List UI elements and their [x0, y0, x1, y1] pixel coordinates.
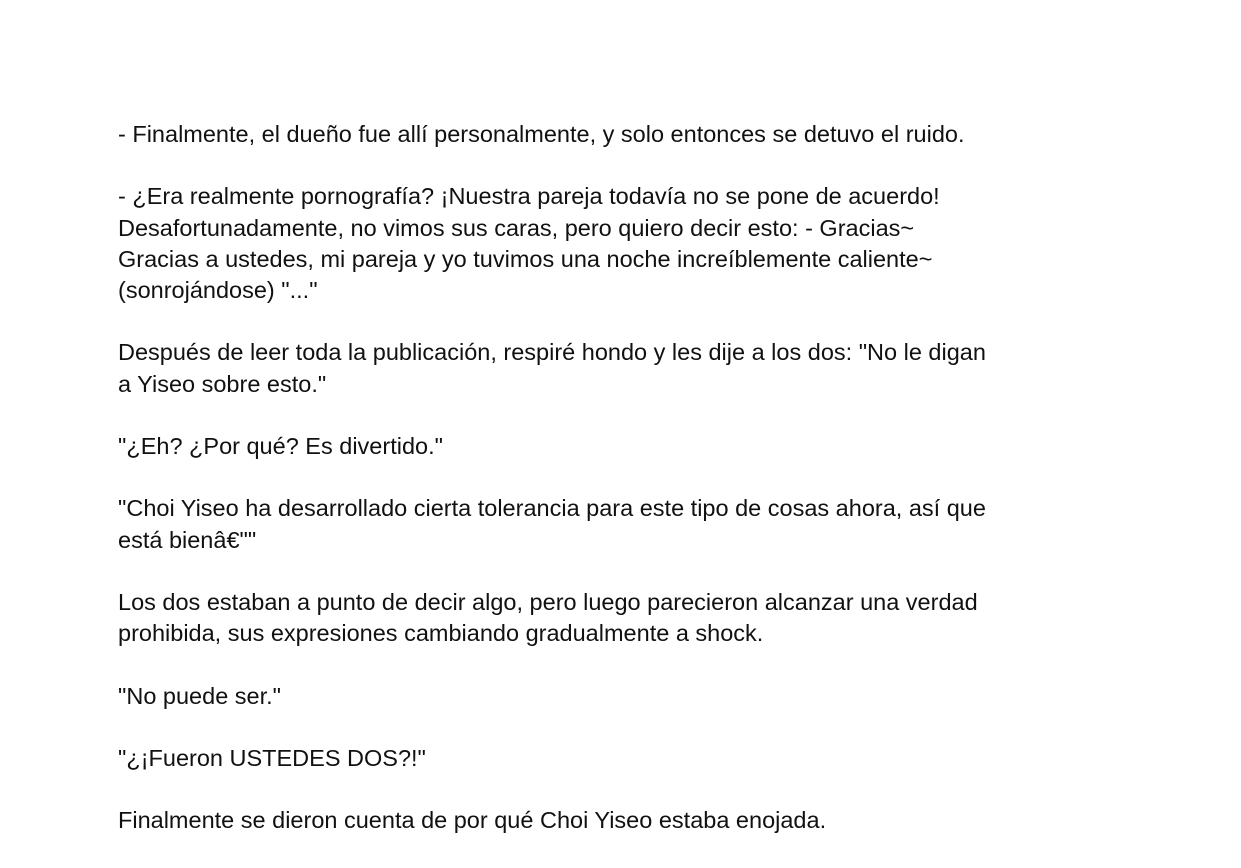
paragraph	[118, 119, 1128, 150]
text-line: Los dos estaban a punto de decir algo, pero luego parecieron alcanzar una verdad	[118, 588, 978, 615]
text-line: "¿¡Fueron USTEDES DOS?!"	[118, 744, 426, 771]
text-line: Gracias a ustedes, mi pareja y yo tuvimos una noche increíblemente caliente~	[118, 245, 933, 272]
text-line: está bienâ€""	[118, 526, 257, 553]
text-line: Finalmente se dieron cuenta de por qué Choi Yiseo estaba enojada.	[118, 807, 827, 834]
paragraph	[118, 337, 1128, 399]
text-line: "No puede ser."	[118, 682, 282, 709]
document-body	[118, 119, 1128, 868]
paragraph	[118, 181, 1128, 306]
paragraph	[118, 493, 1128, 555]
text-line: (sonrojándose) "..."	[118, 277, 318, 303]
text-line: - Finalmente, el dueño fue allí personalmente, y solo entonces se detuvo el ruido.	[118, 121, 965, 147]
text-line: Después de leer toda la publicación, respiré hondo y les dije a los dos: "No le digan	[118, 339, 986, 366]
text-line: "Choi Yiseo ha desarrollado cierta tolerancia para este tipo de cosas ahora, así que	[118, 495, 986, 522]
text-line: prohibida, sus expresiones cambiando gradualmente a shock.	[118, 620, 764, 647]
text-line: Desafortunadamente, no vimos sus caras, pero quiero decir esto: - Gracias~	[118, 214, 915, 241]
text-line: a Yiseo sobre esto."	[118, 370, 327, 397]
text-line: "¿Eh? ¿Por qué? Es divertido."	[118, 432, 443, 459]
paragraph	[118, 587, 1128, 649]
paragraph	[118, 431, 1128, 462]
paragraph	[118, 743, 1128, 774]
paragraph	[118, 805, 1128, 836]
text-line: - ¿Era realmente pornografía? ¡Nuestra pareja todavía no se pone de acuerdo!	[118, 183, 940, 210]
paragraph	[118, 681, 1128, 712]
